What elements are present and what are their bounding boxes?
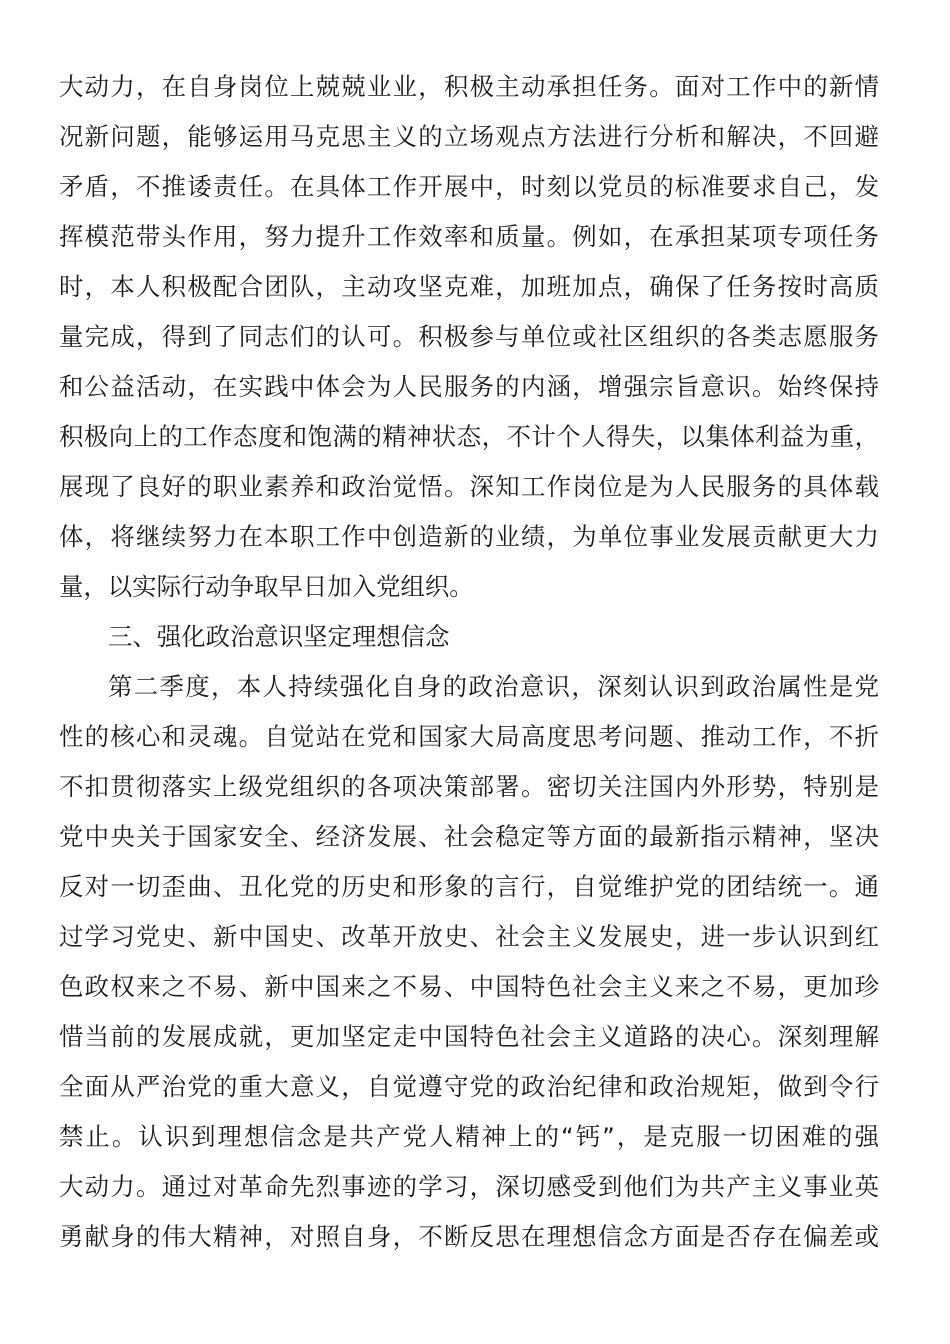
text-line: 禁止。认识到理想信念是共产党人精神上的“钙”，是克服一切困难的强 bbox=[59, 1122, 879, 1151]
text-line: 和公益活动，在实践中体会为人民服务的内涵，增强宗旨意识。始终保持 bbox=[59, 372, 879, 401]
text-line: 展现了良好的职业素养和政治觉悟。深知工作岗位是为人民服务的具体载 bbox=[59, 472, 879, 501]
text-line: 色政权来之不易、新中国来之不易、中国特色社会主义来之不易，更加珍 bbox=[59, 972, 879, 1001]
text-line: 大动力，在自身岗位上兢兢业业，积极主动承担任务。面对工作中的新情 bbox=[59, 72, 879, 101]
text-line: 勇献身的伟大精神，对照自身，不断反思在理想信念方面是否存在偏差或 bbox=[59, 1222, 879, 1251]
text-line: 惜当前的发展成就，更加坚定走中国特色社会主义道路的决心。深刻理解 bbox=[59, 1022, 879, 1051]
text-line: 况新问题，能够运用马克思主义的立场观点方法进行分析和解决，不回避 bbox=[59, 122, 879, 151]
text-line: 量完成，得到了同志们的认可。积极参与单位或社区组织的各类志愿服务 bbox=[59, 322, 879, 351]
paragraph-political-awareness bbox=[59, 662, 879, 1262]
text-line: 性的核心和灵魂。自觉站在党和国家大局高度思考问题、推动工作，不折 bbox=[59, 722, 879, 751]
section-heading: 三、强化政治意识坚定理想信念 bbox=[108, 622, 450, 651]
text-line: 反对一切歪曲、丑化党的历史和形象的言行，自觉维护党的团结统一。通 bbox=[59, 872, 879, 901]
text-line: 不扣贯彻落实上级党组织的各项决策部署。密切关注国内外形势，特别是 bbox=[59, 772, 879, 801]
text-line: 大动力。通过对革命先烈事迹的学习，深切感受到他们为共产主义事业英 bbox=[59, 1172, 879, 1201]
text-line: 全面从严治党的重大意义，自觉遵守党的政治纪律和政治规矩，做到令行 bbox=[59, 1072, 879, 1101]
text-line: 第二季度，本人持续强化自身的政治意识，深刻认识到政治属性是党 bbox=[108, 672, 879, 701]
text-line: 时，本人积极配合团队，主动攻坚克难，加班加点，确保了任务按时高质 bbox=[59, 272, 879, 301]
text-line: 党中央关于国家安全、经济发展、社会稳定等方面的最新指示精神，坚决 bbox=[59, 822, 879, 851]
document-page bbox=[59, 62, 879, 1262]
text-line: 体，将继续努力在本职工作中创造新的业绩，为单位事业发展贡献更大力 bbox=[59, 522, 879, 551]
paragraph-work-performance bbox=[59, 62, 879, 612]
text-line: 矛盾，不推诿责任。在具体工作开展中，时刻以党员的标准要求自己，发 bbox=[59, 172, 879, 201]
text-line: 过学习党史、新中国史、改革开放史、社会主义发展史，进一步认识到红 bbox=[59, 922, 879, 951]
text-line: 挥模范带头作用，努力提升工作效率和质量。例如，在承担某项专项任务 bbox=[59, 222, 879, 251]
text-line: 量，以实际行动争取早日加入党组织。 bbox=[59, 572, 474, 601]
text-line: 积极向上的工作态度和饱满的精神状态，不计个人得失，以集体利益为重， bbox=[59, 422, 879, 451]
